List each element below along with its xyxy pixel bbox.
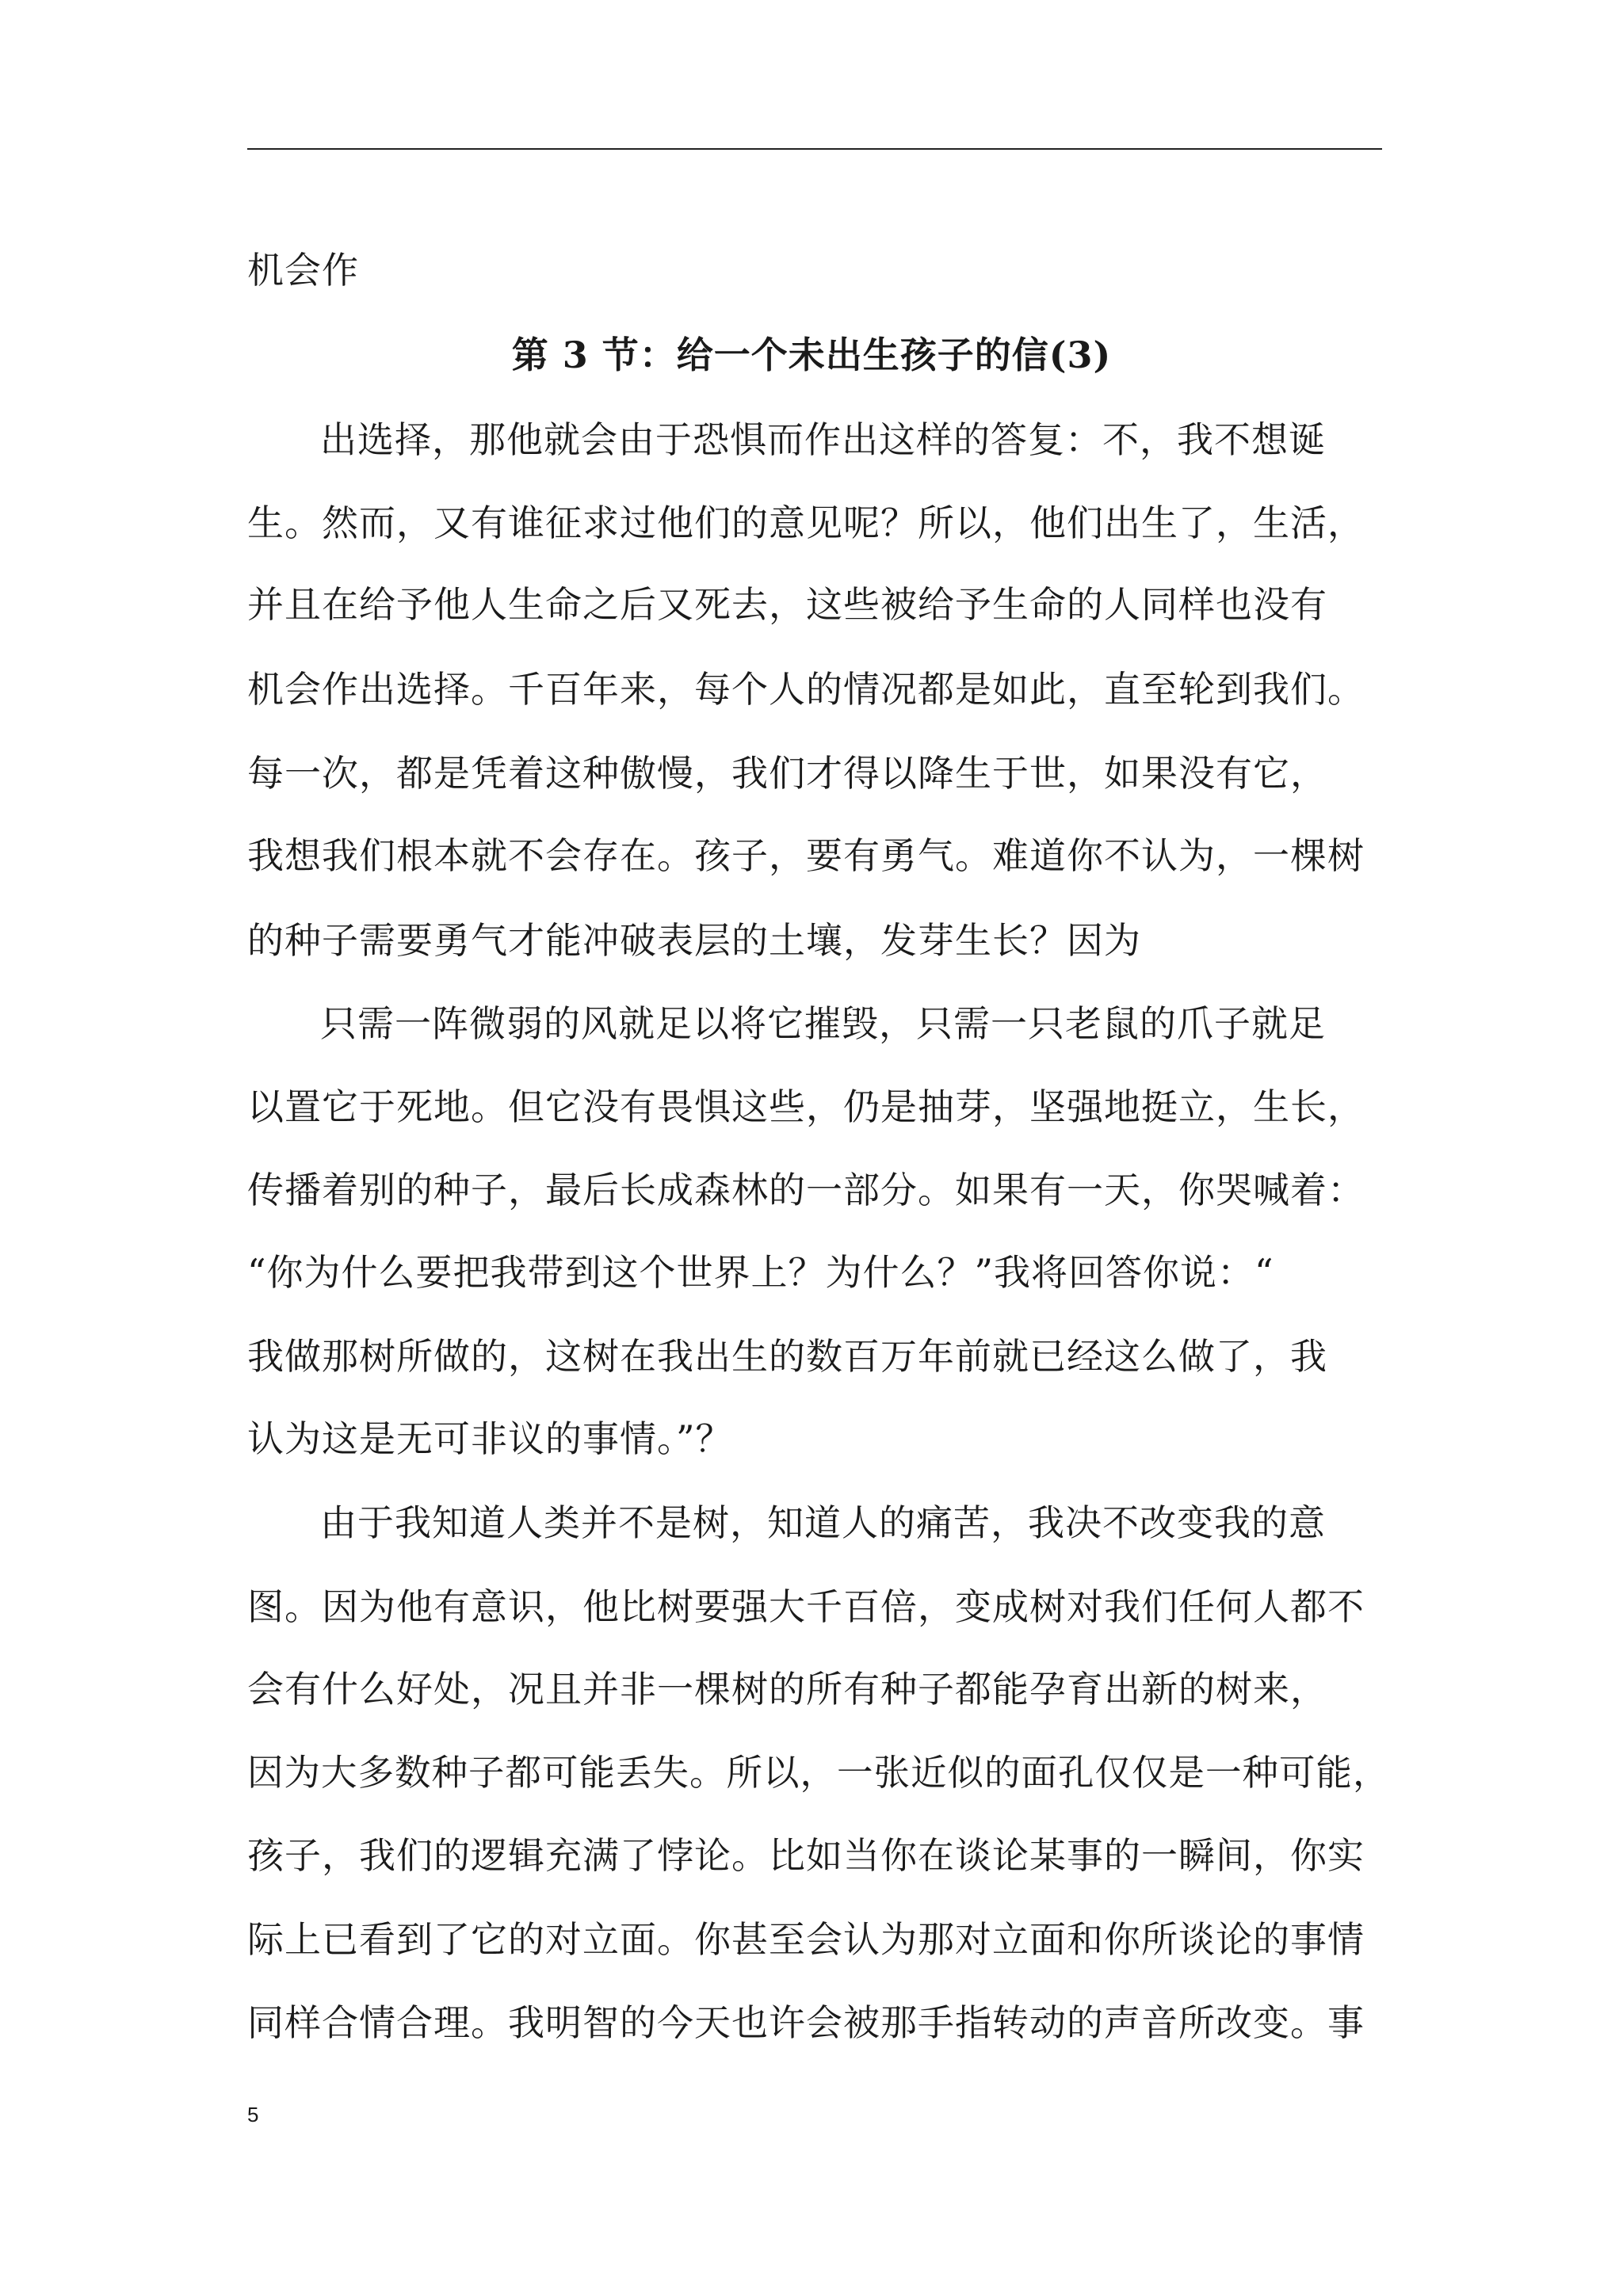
paragraph-line: 以置它于死地。但它没有畏惧这些，仍是抽芽，坚强地挺立，生长， [247, 1085, 1365, 1128]
paragraph-line: 会有什么好处，况且并非一棵树的所有种子都能孕育出新的树来， [247, 1668, 1327, 1711]
paragraph-line: 每一次，都是凭着这种傲慢，我们才得以降生于世，如果没有它， [247, 752, 1327, 795]
paragraph-line: 机会作出选择。千百年来，每个人的情况都是如此，直至轮到我们。 [247, 668, 1365, 711]
paragraph-line: 孩子，我们的逻辑充满了悖论。比如当你在谈论某事的一瞬间，你实 [247, 1834, 1365, 1877]
paragraph-line: 际上已看到了它的对立面。你甚至会认为那对立面和你所谈论的事情 [247, 1918, 1365, 1961]
paragraph-line: 图。因为他有意识，他比树要强大千百倍，变成树对我们任何人都不 [247, 1585, 1365, 1628]
paragraph-line: 的种子需要勇气才能冲破表层的土壤，发芽生长？因为 [247, 919, 1141, 962]
top-fragment: 机会作 [247, 249, 359, 292]
paragraph-line: 因为大多数种子都可能丢失。所以，一张近似的面孔仅仅是一种可能， [247, 1752, 1390, 1794]
paragraph-line: 我想我们根本就不会存在。孩子，要有勇气。难道你不认为，一棵树 [247, 834, 1365, 877]
paragraph-line: 生。然而，又有谁征求过他们的意见呢？所以，他们出生了，生活， [247, 502, 1365, 544]
paragraph-line: 只需一阵微弱的风就足以将它摧毁，只需一只老鼠的爪子就足 [320, 1002, 1326, 1045]
page-number: 5 [247, 2103, 259, 2126]
paragraph-line: 同样合情合理。我明智的今天也许会被那手指转动的声音所改变。事 [247, 2001, 1365, 2044]
paragraph-line: 认为这是无可非议的事情。”？ [247, 1417, 733, 1460]
paragraph-line: 并且在给予他人生命之后又死去，这些被给予生命的人同样也没有 [247, 583, 1327, 626]
header-rule [247, 148, 1382, 150]
paragraph-line: 由于我知道人类并不是树，知道人的痛苦，我决不改变我的意 [320, 1501, 1326, 1544]
paragraph-line: 出选择，那他就会由于恐惧而作出这样的答复：不，我不想诞 [320, 418, 1326, 461]
paragraph-line: “你为什么要把我带到这个世界上？为什么？”我将回答你说：“ [247, 1251, 1274, 1294]
paragraph-line: 传播着别的种子，最后长成森林的一部分。如果有一天，你哭喊着： [247, 1169, 1365, 1211]
section-title: 第 3 节：给一个未出生孩子的信(3) [511, 334, 1112, 376]
paragraph-line: 我做那树所做的，这树在我出生的数百万年前就已经这么做了，我 [247, 1335, 1327, 1378]
